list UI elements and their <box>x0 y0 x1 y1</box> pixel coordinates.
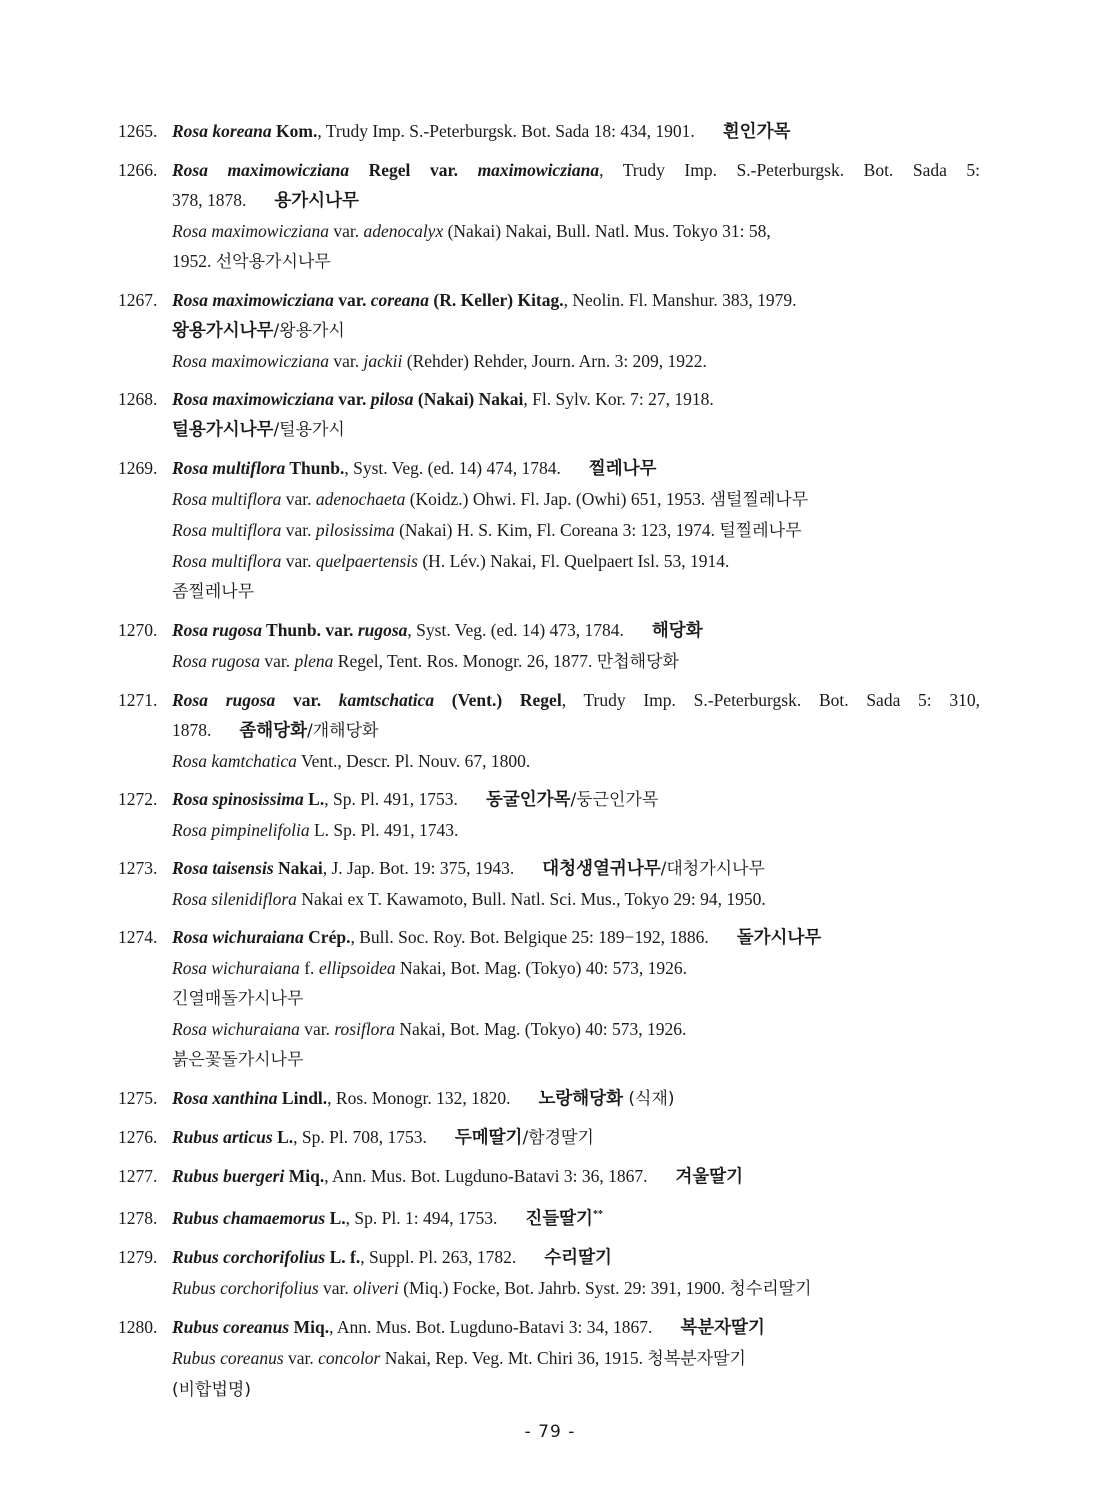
synonym-line <box>118 546 980 576</box>
korean-alt-name: /함경딸기 <box>522 1128 594 1148</box>
author: Thunb. <box>266 620 322 640</box>
citation: , Suppl. Pl. 263, 1782. <box>360 1246 517 1267</box>
species-epithet: silenidiflora <box>211 889 297 909</box>
author: Kom. <box>276 121 318 141</box>
species-epithet: xanthina <box>212 1088 278 1108</box>
entry-line <box>118 784 980 815</box>
rank: var. <box>285 489 312 509</box>
rank: var. <box>333 221 360 241</box>
genus: Rubus <box>172 1277 216 1298</box>
genus: Rubus <box>172 1347 216 1368</box>
entry-number: 1271. <box>118 690 158 710</box>
citation: 1952. <box>172 251 212 271</box>
entry-number: 1265. <box>118 121 158 141</box>
genus: Rosa <box>172 1019 207 1039</box>
species-epithet: maximowicziana <box>211 351 330 371</box>
citation: (Miq.) Focke, Bot. Jahrb. Syst. 29: 391, 1900. <box>403 1277 726 1298</box>
korean-name: 좀해당화 <box>239 721 307 741</box>
author: Thunb. <box>289 458 345 478</box>
citation: Nakai, Rep. Veg. Mt. Chiri 36, 1915. <box>384 1347 644 1368</box>
genus: Rubus <box>172 1166 219 1186</box>
korean-synonym-name: 청복분자딸기 <box>647 1348 746 1369</box>
species-epithet: rugosa <box>211 651 260 671</box>
entry-line <box>118 116 980 147</box>
infraspecific-epithet: ellipsoidea <box>318 958 396 978</box>
entry-number: 1280. <box>118 1316 158 1337</box>
species-epithet: multiflora <box>212 458 286 478</box>
species-epithet: corchorifolius <box>223 1246 326 1267</box>
rank: f. <box>304 958 315 978</box>
author: (Vent.) Regel <box>451 690 562 710</box>
infraspecific-epithet: pilosissima <box>315 520 395 540</box>
rank: var. <box>293 690 322 710</box>
infraspecific-epithet: kamtschatica <box>338 690 435 710</box>
genus: Rosa <box>172 889 207 909</box>
genus: Rosa <box>172 690 208 710</box>
rank: var. <box>304 1019 330 1039</box>
species-list <box>118 116 980 1413</box>
species-epithet: corchorifolius <box>220 1277 319 1298</box>
citation: , Neolin. Fl. Manshur. 383, 1979. <box>563 290 797 310</box>
author: L. <box>277 1127 294 1147</box>
genus: Rosa <box>172 789 208 809</box>
rank: var. <box>429 160 459 180</box>
entry-line <box>118 1083 980 1114</box>
page-number: - 79 - <box>524 1422 576 1442</box>
entry-1272 <box>118 784 980 845</box>
author: L. f. <box>329 1246 361 1267</box>
rank: var. <box>338 290 367 310</box>
entry-line <box>118 615 980 646</box>
entry-line <box>118 1200 980 1234</box>
korean-name: 돌가시나무 <box>736 928 822 948</box>
genus: Rosa <box>172 620 208 640</box>
genus: Rosa <box>172 551 207 571</box>
entry-line <box>118 414 980 445</box>
genus: Rosa <box>172 351 207 371</box>
species-epithet: maximowicziana <box>227 160 350 180</box>
genus: Rubus <box>172 1127 219 1147</box>
infraspecific-epithet: concolor <box>318 1347 381 1368</box>
entry-1274 <box>118 922 980 1075</box>
entry-number: 1268. <box>118 389 158 409</box>
rank: var. <box>323 1277 349 1298</box>
infraspecific-epithet: rugosa <box>357 620 408 640</box>
entry-number: 1270. <box>118 620 158 640</box>
species-epithet: buergeri <box>223 1166 285 1186</box>
korean-name: 털용가시나무 <box>172 420 274 440</box>
entry-line <box>118 685 980 715</box>
korean-synonym-name: 청수리딸기 <box>729 1278 812 1299</box>
author: Regel <box>368 160 411 180</box>
infraspecific-epithet: coreana <box>370 290 430 310</box>
korean-alt-name: /개해당화 <box>307 721 379 741</box>
species-epithet: coreanus <box>220 1347 284 1368</box>
entry-line <box>118 1312 980 1343</box>
species-epithet: articus <box>223 1127 273 1147</box>
genus: Rosa <box>172 858 208 878</box>
species-epithet: maximowicziana <box>211 221 330 241</box>
species-epithet: multiflora <box>211 551 282 571</box>
species-epithet: multiflora <box>211 489 282 509</box>
citation: Nakai, Bot. Mag. (Tokyo) 40: 573, 1926. <box>399 1019 687 1039</box>
genus: Rosa <box>172 160 208 180</box>
entry-1271 <box>118 685 980 776</box>
citation: Vent., Descr. Pl. Nouv. 67, 1800. <box>300 751 531 771</box>
entry-number: 1272. <box>118 789 158 809</box>
citation: , Fl. Sylv. Kor. 7: 27, 1918. <box>523 389 714 409</box>
synonym-line <box>118 815 980 845</box>
synonym-line <box>118 216 980 246</box>
entry-number: 1273. <box>118 858 158 878</box>
citation: , Sp. Pl. 1: 494, 1753. <box>345 1207 498 1228</box>
korean-alt-name: /둥근인가목 <box>570 790 659 810</box>
infraspecific-epithet: adenocalyx <box>363 221 444 241</box>
species-epithet: coreanus <box>223 1316 290 1337</box>
genus: Rosa <box>172 121 208 141</box>
synonym-line <box>118 646 980 677</box>
rank: var. <box>285 520 312 540</box>
infraspecific-epithet: rosiflora <box>334 1019 395 1039</box>
infraspecific-epithet: oliveri <box>353 1277 399 1298</box>
species-epithet: wichuraiana <box>212 927 304 947</box>
entry-line <box>118 285 980 315</box>
entry-1268 <box>118 384 980 445</box>
citation: , Trudy Imp. S.-Peterburgsk. Bot. Sada 18: 434, 1901. <box>317 121 695 141</box>
infraspecific-epithet: adenochaeta <box>315 489 406 509</box>
genus: Rosa <box>172 958 207 978</box>
entry-1265 <box>118 116 980 147</box>
citation: Nakai ex T. Kawamoto, Bull. Natl. Sci. Mus., Tokyo 29: 94, 1950. <box>301 889 766 909</box>
citation: 1878. <box>172 720 212 740</box>
citation: , Trudy Imp. S.-Peterburgsk. Bot. Sada 5: 310, <box>561 690 981 710</box>
entry-number: 1267. <box>118 290 158 310</box>
citation: , Ann. Mus. Bot. Lugduno-Batavi 3: 36, 1867. <box>324 1166 648 1186</box>
korean-alt-name: /왕용가시 <box>273 321 345 341</box>
korean-name: 복분자딸기 <box>680 1317 765 1338</box>
synonym-line <box>118 346 980 376</box>
entry-number: 1278. <box>118 1207 158 1228</box>
entry-1267 <box>118 285 980 376</box>
entry-text <box>172 685 980 715</box>
entry-1276 <box>118 1122 980 1153</box>
citation: (Rehder) Rehder, Journ. Arn. 3: 209, 1922. <box>406 351 707 371</box>
entry-1280 <box>118 1312 980 1405</box>
korean-synonym-name: 털찔레나무 <box>719 521 802 541</box>
citation: , Ann. Mus. Bot. Lugduno-Batavi 3: 34, 1867. <box>329 1316 653 1337</box>
rank: var. <box>285 551 312 571</box>
genus: Rosa <box>172 927 208 947</box>
synonym-line <box>118 484 980 515</box>
entry-number: 1269. <box>118 458 158 478</box>
korean-name: 두메딸기 <box>454 1128 523 1148</box>
entry-line <box>118 853 980 884</box>
entry-line <box>118 715 980 746</box>
citation: , Sp. Pl. 491, 1753. <box>324 789 458 809</box>
species-epithet: chamaemorus <box>223 1207 326 1228</box>
citation: , Sp. Pl. 708, 1753. <box>293 1127 427 1147</box>
citation: L. Sp. Pl. 491, 1743. <box>313 820 459 840</box>
entry-number: 1275. <box>118 1088 158 1108</box>
infraspecific-epithet: jackii <box>363 351 403 371</box>
rank: var. <box>333 351 360 371</box>
synonym-line <box>118 246 980 277</box>
author: Crép. <box>308 927 351 947</box>
entry-number: 1276. <box>118 1127 158 1147</box>
genus: Rosa <box>172 290 208 310</box>
korean-alt-name: /대청가시나무 <box>660 859 765 879</box>
genus: Rosa <box>172 1088 208 1108</box>
korean-name: 동굴인가목 <box>485 790 571 810</box>
entry-1269 <box>118 453 980 607</box>
species-epithet: taisensis <box>212 858 274 878</box>
korean-name: 노랑해당화 <box>538 1089 623 1109</box>
entry-1266 <box>118 155 980 277</box>
entry-1279 <box>118 1242 980 1304</box>
citation: (Koidz.) Ohwi. Fl. Jap. (Owhi) 651, 1953. <box>409 489 706 509</box>
species-epithet: kamtchatica <box>211 751 297 771</box>
entry-text <box>172 155 980 185</box>
synonym-line <box>118 983 980 1014</box>
entry-line <box>118 315 980 346</box>
author: (R. Keller) Kitag. <box>433 290 564 310</box>
genus: Rosa <box>172 458 208 478</box>
korean-name: 찔레나무 <box>588 459 657 479</box>
author: L. <box>329 1207 346 1228</box>
entry-line <box>118 1161 980 1192</box>
synonym-line <box>118 884 980 914</box>
rank: var. <box>288 1347 314 1368</box>
citation: (H. Lév.) Nakai, Fl. Quelpaert Isl. 53, 1914. <box>422 551 730 571</box>
korean-synonym-name: 긴열매돌가시나무 <box>172 989 304 1009</box>
citation: Nakai, Bot. Mag. (Tokyo) 40: 573, 1926. <box>399 958 687 978</box>
species-epithet: maximowicziana <box>212 290 334 310</box>
entry-line <box>118 1122 980 1153</box>
footnote-marker: ** <box>592 1209 603 1220</box>
species-epithet: wichuraiana <box>211 1019 300 1039</box>
author: (Nakai) Nakai <box>417 389 524 409</box>
korean-synonym-name: 샘털찔레나무 <box>709 490 809 510</box>
author: Nakai <box>278 858 323 878</box>
korean-synonym-name: 붉은꽃돌가시나무 <box>172 1050 304 1070</box>
synonym-line <box>118 1273 980 1304</box>
species-epithet: pimpinelifolia <box>211 820 310 840</box>
citation: , J. Jap. Bot. 19: 375, 1943. <box>322 858 515 878</box>
genus: Rosa <box>172 221 207 241</box>
species-epithet: maximowicziana <box>212 389 334 409</box>
author: Miq. <box>288 1166 325 1186</box>
citation: (Nakai) H. S. Kim, Fl. Coreana 3: 123, 1974. <box>399 520 715 540</box>
entry-number: 1274. <box>118 927 158 947</box>
entry-line <box>118 155 980 185</box>
synonym-line <box>118 1343 980 1374</box>
entry-1273 <box>118 853 980 914</box>
synonym-line <box>118 515 980 546</box>
citation: , Trudy Imp. S.-Peterburgsk. Bot. Sada 5: <box>599 160 981 180</box>
entry-line <box>118 185 980 216</box>
genus: Rubus <box>172 1246 219 1267</box>
author: L. <box>308 789 325 809</box>
genus: Rosa <box>172 751 207 771</box>
korean-name: 왕용가시나무 <box>172 321 274 341</box>
genus: Rosa <box>172 651 207 671</box>
entry-line <box>118 384 980 414</box>
citation: 378, 1878. <box>172 190 247 210</box>
genus: Rubus <box>172 1316 219 1337</box>
korean-name: 용가시나무 <box>274 191 359 211</box>
citation: , Syst. Veg. (ed. 14) 473, 1784. <box>407 620 624 640</box>
citation: Regel, Tent. Ros. Monogr. 26, 1877. <box>337 651 593 671</box>
entry-line <box>118 922 980 953</box>
korean-name: 수리딸기 <box>544 1247 612 1268</box>
entry-number: 1277. <box>118 1166 158 1186</box>
cultivation-note: (식재) <box>622 1089 675 1109</box>
entry-1278 <box>118 1200 980 1234</box>
genus: Rosa <box>172 520 207 540</box>
entry-number: 1266. <box>118 160 158 180</box>
citation: , Ros. Monogr. 132, 1820. <box>327 1088 511 1108</box>
genus: Rosa <box>172 389 208 409</box>
korean-synonym-name: 선악용가시나무 <box>215 252 331 272</box>
synonym-line <box>118 746 980 776</box>
entry-1270 <box>118 615 980 677</box>
korean-name: 해당화 <box>651 621 703 641</box>
citation: , Syst. Veg. (ed. 14) 474, 1784. <box>344 458 561 478</box>
illegitimate-name-note: (비합법명) <box>172 1379 251 1400</box>
korean-name: 대청생열귀나무 <box>542 859 661 879</box>
synonym-line <box>118 1014 980 1044</box>
infraspecific-epithet: pilosa <box>370 389 414 409</box>
korean-synonym-name: 좀찔레나무 <box>172 582 255 602</box>
species-epithet: rugosa <box>212 620 262 640</box>
rank: var. <box>338 389 367 409</box>
entry-line <box>118 1242 980 1273</box>
author: Miq. <box>293 1316 330 1337</box>
genus: Rosa <box>172 489 207 509</box>
species-epithet: multiflora <box>211 520 282 540</box>
infraspecific-epithet: plena <box>294 651 334 671</box>
citation: , Bull. Soc. Roy. Bot. Belgique 25: 189−192, 1886. <box>350 927 709 947</box>
korean-alt-name: /털용가시 <box>273 420 345 440</box>
synonym-line <box>118 953 980 983</box>
rank: var. <box>264 651 291 671</box>
synonym-line <box>118 576 980 607</box>
author: Lindl. <box>281 1088 328 1108</box>
korean-name: 진들딸기 <box>525 1208 593 1229</box>
infraspecific-epithet: quelpaertensis <box>315 551 418 571</box>
synonym-line <box>118 1044 980 1075</box>
species-epithet: koreana <box>212 121 272 141</box>
species-epithet: rugosa <box>225 690 276 710</box>
korean-synonym-name: 만첩해당화 <box>596 652 679 672</box>
genus: Rosa <box>172 820 207 840</box>
species-epithet: spinosissima <box>212 789 304 809</box>
genus: Rubus <box>172 1207 219 1228</box>
entry-line <box>118 453 980 484</box>
citation: (Nakai) Nakai, Bull. Natl. Mus. Tokyo 31: 58, <box>447 221 771 241</box>
infraspecific-epithet: maximowicziana <box>477 160 600 180</box>
entry-1277 <box>118 1161 980 1192</box>
species-epithet: wichuraiana <box>211 958 300 978</box>
rank: var. <box>325 620 354 640</box>
entry-1275 <box>118 1083 980 1114</box>
korean-name: 흰인가목 <box>722 122 791 142</box>
synonym-line <box>118 1374 980 1405</box>
korean-name: 겨울딸기 <box>675 1167 744 1187</box>
entry-number: 1279. <box>118 1246 158 1267</box>
